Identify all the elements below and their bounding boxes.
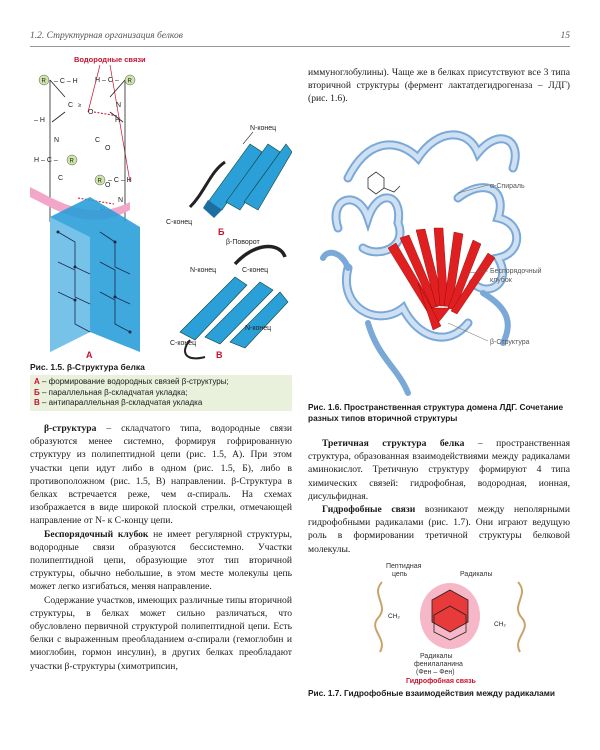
paragraph-tertiary: Третичная структура белка – пространственная структура, образованная взаимодействиями между радикалами аминокислот. Третичную структуру формируют 4 типа химических связей: гидрофобная, водородная, ионная, дисульфидная. xyxy=(308,438,570,502)
svg-text:O: O xyxy=(105,182,111,189)
hbond-label: Водородные связи xyxy=(74,55,146,64)
section-title: 1.2. Структурная организация белков xyxy=(30,31,183,41)
figure-1-7-caption: Рис. 1.7. Гидрофобные взаимодействия между радикалами xyxy=(308,688,555,698)
c-end-v1: С-конец xyxy=(242,267,269,274)
svg-text:N: N xyxy=(118,197,124,204)
svg-text:≥: ≥ xyxy=(78,103,82,109)
phe-label-2: фенилаланина xyxy=(414,661,463,668)
figure-1-5-caption: Рис. 1.5. β-Структура белка xyxy=(30,362,145,372)
c-end-v2: С-конец xyxy=(170,340,197,347)
svg-text:R: R xyxy=(97,178,102,185)
legend-item-v: В – антипараллельная β-складчатая укладка xyxy=(34,398,203,407)
turn-label: β-Поворот xyxy=(226,239,260,246)
coil-label-1: Беспорядочный xyxy=(490,268,542,275)
radicals-label: Радикалы xyxy=(460,571,493,578)
figure-1-5 xyxy=(30,52,292,362)
svg-text:R: R xyxy=(69,158,74,165)
ligand xyxy=(368,172,400,194)
n-end-v2: N-конец xyxy=(245,325,272,332)
bond-label: Гидрофобная связь xyxy=(406,678,476,685)
ch2-right: CH₂ xyxy=(494,621,506,628)
chain-label-1: Пептидная xyxy=(386,563,422,570)
atom-r: R xyxy=(41,78,46,85)
right-column-text xyxy=(308,437,570,556)
svg-text:C: C xyxy=(58,175,64,182)
svg-text:– C – H: – C – H xyxy=(108,177,132,184)
chain-label-2: цепь xyxy=(392,571,408,578)
n-end-b: N-конец xyxy=(250,125,277,132)
running-header xyxy=(30,30,570,47)
svg-text:C: C xyxy=(68,102,74,109)
label-b: Б xyxy=(218,227,225,237)
svg-text:N: N xyxy=(116,102,122,109)
figure-1-7 xyxy=(360,560,540,685)
antiparallel-sheet-v xyxy=(170,239,288,360)
beta-label: β-Структура xyxy=(490,339,530,346)
pleated-sheet-a xyxy=(50,197,140,352)
svg-text:– H: – H xyxy=(34,117,45,124)
figure-1-6 xyxy=(308,108,570,400)
legend-item-a: А – формирование водородных связей β-структуры; xyxy=(34,377,229,386)
svg-text:H: H xyxy=(115,117,121,124)
svg-text:R: R xyxy=(127,78,132,85)
svg-text:H – C –: H – C – xyxy=(34,157,58,164)
label-a: А xyxy=(86,350,93,360)
paragraph-coil: Беспорядочный клубок не имеет регулярной структуры, водородные связи образуются бессистемно. Участки полипептидной цепи, образующие этот тип вторичной структуры, обычно небольшие, в этом месте молекулы цепь может легко изгибаться, меняя направление. xyxy=(30,528,292,593)
figure-1-5-legend xyxy=(30,375,292,411)
alpha-label: α-Спираль xyxy=(490,183,525,190)
c-end-b: С-конец xyxy=(166,219,193,226)
phe-label-3: (Фен – Фен) xyxy=(416,669,455,676)
svg-text:N: N xyxy=(54,137,60,144)
paragraph-hydrophobic: Гидрофобные связи возникают между неполярными гидрофобными радикалами (рис. 1.7). Они играют ведущую роль в формировании третичной структуры белковой молекулы. xyxy=(308,504,570,555)
right-top-text: иммуноглобулины). Чаще же в белках присутствуют все 3 типа вторичной структуры (фермент лактатдегидрогеназа – ЛДГ) (рис. 1.6). xyxy=(308,67,570,105)
svg-text:C: C xyxy=(95,137,101,144)
n-end-v: N-конец xyxy=(190,267,217,274)
page-number: 15 xyxy=(560,31,570,41)
svg-text:O: O xyxy=(105,145,111,152)
parallel-sheet-b xyxy=(166,125,292,237)
svg-text:– C – H: – C – H xyxy=(54,78,78,85)
phe-label-1: Радикалы xyxy=(420,653,453,660)
figure-1-6-caption: Рис. 1.6. Пространственная структура домена ЛДГ. Сочетание разных типов вторичной структуры xyxy=(308,402,564,423)
svg-text:H – C –: H – C – xyxy=(95,77,119,84)
paragraph-beta: β-структура – складчатого типа, водородные связи образуются менее системно, формируя гофрированную структуру из полипептидной цепи (рис. 1.5, А). При этом участки цепи идут либо в одном (рис. 1.5, Б), либо в противоположном (рис. 1.5, В) направлении. β-Структура в белках встречается реже, чем α-спираль. На схемах изображается в виде широкой плоской стрелки, отмечающей направление от N- к С-концу цепи. xyxy=(30,423,292,527)
atom-o: O xyxy=(88,109,94,116)
paragraph-content: Содержание участков, имеющих различные типы вторичной структуры, в белках может сильно различаться, что обусловлено первичной структурой полипептидной цепи. Есть белки с выраженным преобладанием α-спирали (гемоглобин и миоглобин, гормон инсулин), в других белках преобладают участки β-структуры (химотрипсин, xyxy=(30,594,292,672)
legend-item-b: Б – параллельная β-складчатая укладка; xyxy=(34,387,188,397)
label-v: В xyxy=(216,350,223,360)
left-column-text xyxy=(30,422,292,673)
ch2-left: CH₂ xyxy=(388,613,400,620)
coil-label-2: клубок xyxy=(490,277,512,284)
